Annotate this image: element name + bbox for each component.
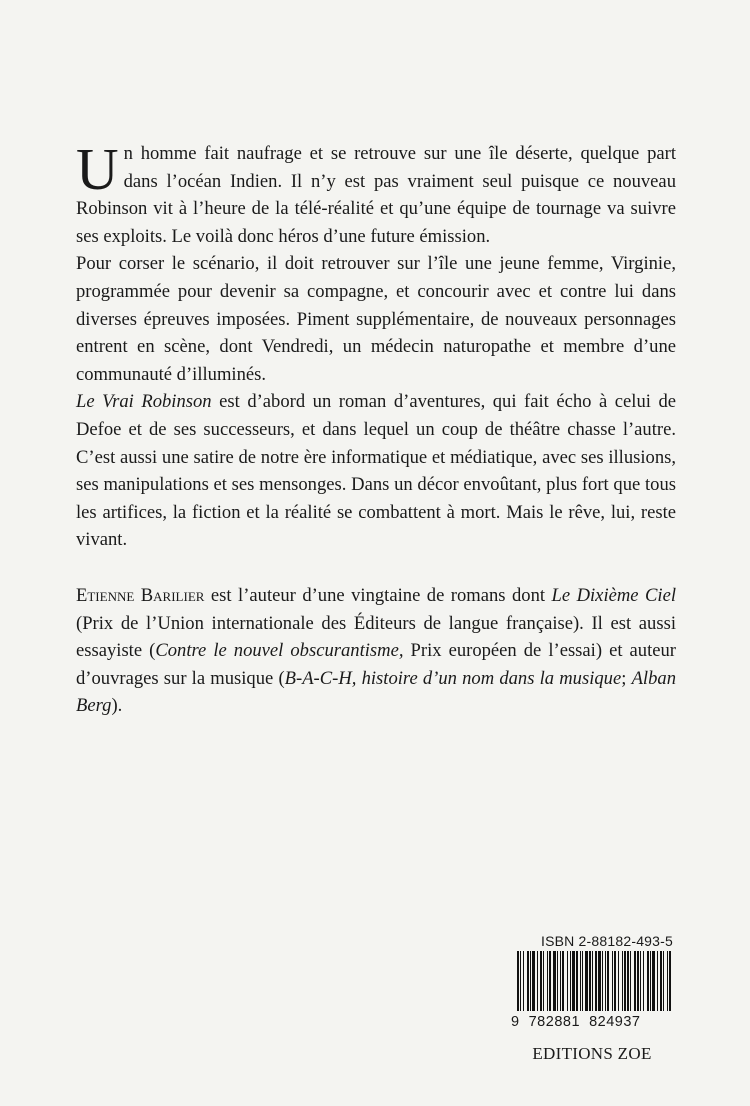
bio-book-4: Alban Berg: [76, 667, 676, 717]
synopsis-paragraph-3-text: est d’abord un roman d’aventures, qui fait écho à celui de Defoe et de ses successeurs, et dans lequel un coup de théâtre chasse l’autre. C’est aussi une satire de notre ère informatique et médiatique, avec ses illusions, ses manipulations et ses mensonges. Dans un décor envoûtant, plus fort que tous les artifices, la fiction et la réalité se combattent à mort. Mais le rêve, lui, reste vivant.: [76, 391, 676, 551]
synopsis-paragraph-2: Pour corser le scénario, il doit retrouver sur l’île une jeune femme, Virginie, programmée pour devenir sa compagne, et concourir avec et contre lui dans diverses épreuves imposées. Piment supplémentaire, de nouveaux personnages entrent en scène, dont Vendredi, un médecin naturopathe et membre d’une communauté d’illuminés.: [76, 253, 676, 385]
author-bio: Etienne Barilier est l’auteur d’une vingtaine de romans dont Le Dixième Ciel (Prix de l’Union internationale des Éditeurs de langue française). Il est aussi essayiste (Contre le nouvel obscurantisme, Prix européen de l’essai) et auteur d’ouvrages sur la musique (B-A-C-H, histoire d’un nom dans la musique; Alban Berg).: [76, 584, 676, 717]
synopsis-paragraph-1-text: n homme fait naufrage et se retrouve sur une île déserte, quelque part dans l’océan Indien. Il n’y est pas vraiment seul puisque ce nouveau Robinson vit à l’heure de la télé-réalité et qu’une équipe de tournage va suivre ses exploits. Le voilà donc héros d’une future émission.: [76, 143, 676, 247]
bio-book-3: B-A-C-H, histoire d’un nom dans la musique: [284, 667, 622, 689]
isbn-label: ISBN 2-88182-493-5: [540, 933, 673, 949]
isbn-barcode: [511, 933, 673, 1036]
back-cover-text: [76, 136, 676, 720]
barcode-bars: [517, 951, 673, 1011]
author-name: Etienne Barilier: [76, 584, 205, 606]
book-title: Le Vrai Robinson: [76, 391, 212, 413]
barcode-digits: 9 782881 824937: [511, 1014, 641, 1030]
publisher-name: EDITIONS ZOE: [532, 1044, 652, 1063]
synopsis-paragraph-3: [76, 388, 676, 554]
synopsis-paragraph-1: [76, 136, 676, 250]
bio-book-2: Contre le nouvel obscurantisme,: [155, 640, 404, 662]
bio-book-1: Le Dixième Ciel: [551, 584, 676, 606]
drop-cap: U: [76, 136, 119, 202]
